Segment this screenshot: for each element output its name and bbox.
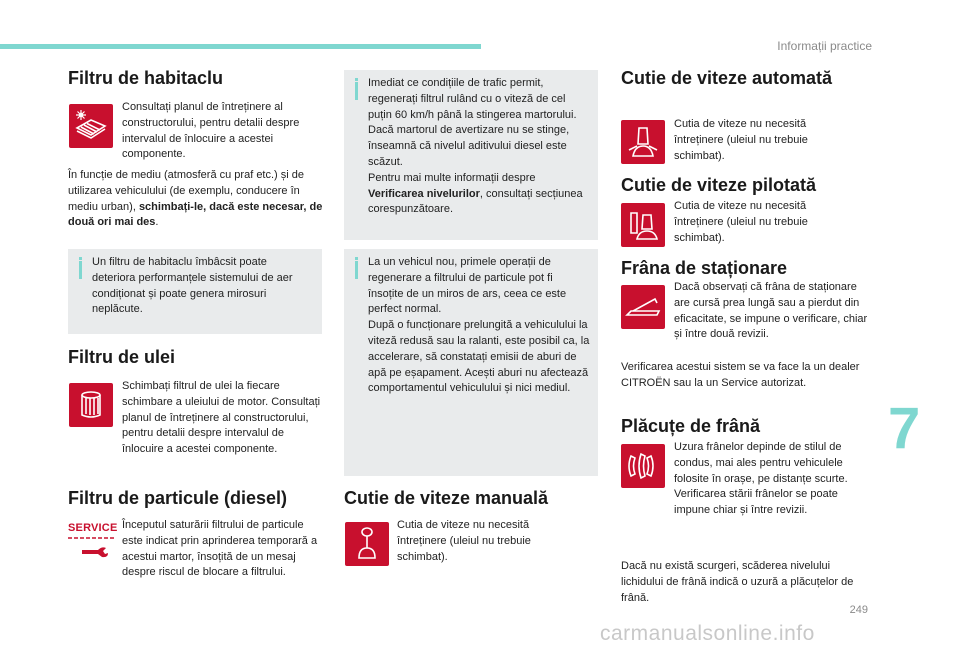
brake-pads-paragraph: Dacă nu există scurgeri, scăderea nivelului lichidului de frână indică o uzură a plăcuțelor de frână.	[621, 560, 854, 604]
parking-brake-paragraph: Verificarea acestui sistem se va face la un dealer CITROËN sau la un Service autorizat.	[621, 361, 860, 389]
service-wrench-icon	[68, 522, 118, 568]
automatic-gearbox-text: Cutia de viteze nu necesită întreținere (uleiul nu trebuie schimbat).	[674, 118, 808, 162]
particle-filter-note-2-text: La un vehicul nou, primele operații de regenerare a filtrului de particule pot fi însoțite de un miros de ars, ceea ce este perfect normal. După o funcționare prelungită a vehiculului la viteză redusă sau la ralanti, este posibil ca, la accelerare, să constatați emisii de aburi de apă pe eșapament. Acești aburi nu afectează comportamentul vehiculului și nici mediul.	[368, 256, 590, 395]
automatic-gear-lever-icon	[621, 120, 665, 164]
cabin-filter-title: Filtru de habitaclu	[68, 68, 224, 88]
chapter-number: 7	[888, 396, 921, 461]
service-icon-label: SERVICE	[68, 522, 118, 534]
cabin-filter-icon	[69, 104, 113, 148]
cabin-filter-note-text: Un filtru de habitaclu îmbâcsit poate deteriora performanțele sistemului de aer condiționat și poate genera mirosuri neplăcute.	[92, 256, 293, 316]
manual-gearbox-title: Cutie de viteze manuală	[344, 488, 549, 508]
header-accent-bar	[0, 44, 481, 49]
piloted-gearbox-title: Cutie de viteze pilotată	[621, 175, 817, 195]
particle-filter-note-2	[344, 249, 598, 476]
oil-filter-text: Schimbați filtrul de ulei la fiecare schimbare a uleiului de motor. Consultați planul de întreținere al constructorului, pentru detalii despre intervalul de înlocuire a acestei componente.	[122, 380, 321, 456]
cabin-filter-bold: schimbați-le, dacă este necesar, de două ori mai des	[68, 200, 323, 229]
oil-filter-icon	[69, 383, 113, 427]
particle-filter-title: Filtru de particule (diesel)	[68, 488, 288, 508]
cabin-filter-paragraph: În funcție de mediu (atmosferă cu praf etc.) și de utilizarea vehiculului (de exemplu, conducere în mediu urban), schimbați-le, dacă este necesar, de două ori mai des.	[68, 169, 323, 229]
oil-filter-title: Filtru de ulei	[68, 347, 176, 367]
parking-brake-title: Frâna de staționare	[621, 258, 788, 278]
brake-pads-title: Plăcuțe de frână	[621, 416, 761, 436]
piloted-gearbox-icon	[621, 203, 665, 247]
parking-brake-text: Dacă observați că frâna de staționare are cursă prea lungă sau a pierdut din eficacitate, se impune o verificare, chiar și între două revizii.	[674, 281, 868, 341]
watermark: carmanualsonline.info	[600, 622, 815, 645]
particle-filter-note-1-text: Imediat ce condițiile de trafic permit, regenerați filtrul rulând cu o viteză de cel puțin 60 km/h până la stingerea martorului. Dacă martorul de avertizare nu se stinge, înseamnă că nivelul aditivului diesel este scăzut. Pentru mai multe informații despre Verificarea nivelurilor, consultați secțiunea corespunzătoare.	[368, 77, 583, 216]
parking-brake-lever-icon	[621, 285, 665, 329]
manual-gearbox-text: Cutia de viteze nu necesită întreținere (uleiul nu trebuie schimbat).	[397, 519, 531, 563]
automatic-gearbox-title: Cutie de viteze automată	[621, 68, 833, 88]
cabin-filter-text: Consultați planul de întreținere al constructorului, pentru detalii despre intervalul de înlocuire a acestei componente.	[122, 101, 300, 161]
manual-gear-lever-icon	[345, 522, 389, 566]
piloted-gearbox-text: Cutia de viteze nu necesită întreținere (uleiul nu trebuie schimbat).	[674, 200, 808, 244]
page-number: 249	[849, 604, 868, 616]
section-title: Informații practice	[777, 39, 872, 53]
particle-filter-note-1	[344, 70, 598, 240]
brake-pads-icon	[621, 444, 665, 488]
cabin-filter-note	[68, 249, 322, 334]
brake-pads-text: Uzura frânelor depinde de stilul de condus, mai ales pentru vehiculele folosite în orașe, pe distanțe scurte. Verificarea stării frânelor se poate impune chiar și între revizii.	[674, 441, 848, 517]
particle-filter-text: Începutul saturării filtrului de particule este indicat prin aprinderea temporară a acestui martor, însoțită de un mesaj despre riscul de blocare a filtrului.	[122, 519, 318, 579]
